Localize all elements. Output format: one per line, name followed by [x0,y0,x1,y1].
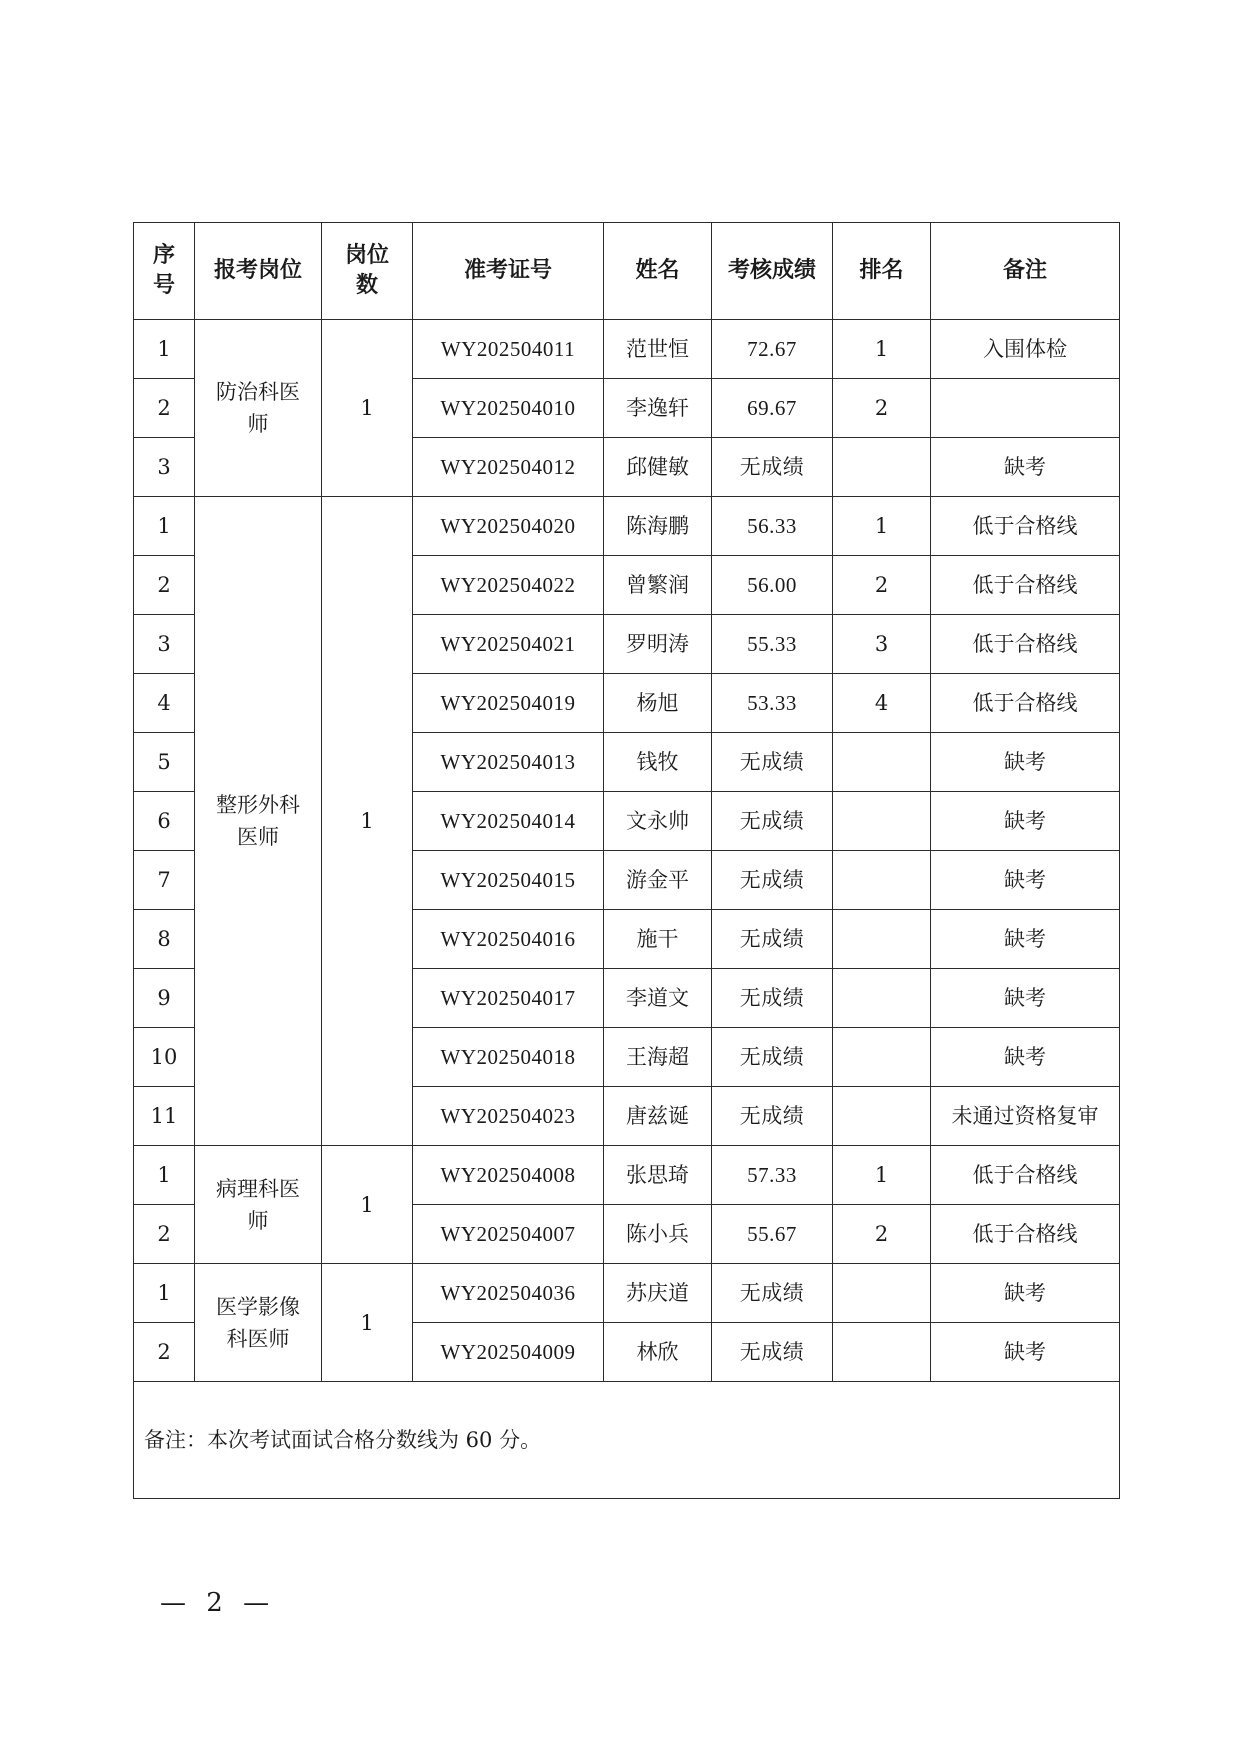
cell-remark: 缺考 [931,733,1120,792]
cell-exam-id: WY202504016 [413,910,604,969]
cell-rank: 2 [833,379,931,438]
cell-remark: 缺考 [931,1264,1120,1323]
cell-seq: 7 [134,851,195,910]
cell-remark: 低于合格线 [931,674,1120,733]
cell-remark: 入围体检 [931,320,1120,379]
cell-rank [833,851,931,910]
cell-remark [931,379,1120,438]
cell-score: 55.33 [712,615,833,674]
cell-seq: 10 [134,1028,195,1087]
header-rank: 排名 [833,223,931,320]
cell-score: 无成绩 [712,1087,833,1146]
header-name: 姓名 [604,223,712,320]
cell-rank [833,969,931,1028]
cell-count: 1 [322,1264,413,1382]
cell-score: 55.67 [712,1205,833,1264]
cell-name: 范世恒 [604,320,712,379]
cell-seq: 1 [134,1146,195,1205]
cell-seq: 1 [134,497,195,556]
cell-remark: 缺考 [931,969,1120,1028]
cell-seq: 9 [134,969,195,1028]
footnote: 备注：本次考试面试合格分数线为 60 分。 [134,1382,1120,1499]
cell-exam-id: WY202504021 [413,615,604,674]
cell-rank [833,1028,931,1087]
cell-rank: 1 [833,497,931,556]
cell-name: 张思琦 [604,1146,712,1205]
cell-score: 无成绩 [712,438,833,497]
cell-score: 56.33 [712,497,833,556]
header-exam-id: 准考证号 [413,223,604,320]
cell-exam-id: WY202504010 [413,379,604,438]
cell-name: 施干 [604,910,712,969]
footnote-row [134,1382,1120,1499]
cell-rank [833,910,931,969]
cell-seq: 8 [134,910,195,969]
cell-exam-id: WY202504023 [413,1087,604,1146]
cell-count: 1 [322,320,413,497]
cell-score: 无成绩 [712,1323,833,1382]
cell-rank: 2 [833,556,931,615]
cell-rank [833,792,931,851]
cell-remark: 低于合格线 [931,556,1120,615]
cell-position: 整形外科医师 [195,497,322,1146]
cell-remark: 缺考 [931,792,1120,851]
cell-seq: 1 [134,320,195,379]
cell-remark: 低于合格线 [931,1146,1120,1205]
cell-rank: 3 [833,615,931,674]
cell-seq: 4 [134,674,195,733]
table-row [134,497,1120,556]
cell-seq: 2 [134,379,195,438]
cell-count: 1 [322,1146,413,1264]
cell-name: 陈海鹏 [604,497,712,556]
cell-name: 文永帅 [604,792,712,851]
cell-rank: 1 [833,1146,931,1205]
cell-score: 53.33 [712,674,833,733]
cell-remark: 缺考 [931,851,1120,910]
cell-name: 李逸轩 [604,379,712,438]
header-seq: 序号 [134,223,195,320]
cell-seq: 3 [134,615,195,674]
cell-rank [833,438,931,497]
cell-rank: 1 [833,320,931,379]
cell-seq: 11 [134,1087,195,1146]
cell-score: 69.67 [712,379,833,438]
cell-remark: 缺考 [931,438,1120,497]
cell-exam-id: WY202504036 [413,1264,604,1323]
table-row [134,1264,1120,1323]
cell-remark: 低于合格线 [931,497,1120,556]
cell-score: 无成绩 [712,792,833,851]
cell-score: 无成绩 [712,1264,833,1323]
cell-exam-id: WY202504012 [413,438,604,497]
cell-remark: 未通过资格复审 [931,1087,1120,1146]
cell-rank: 2 [833,1205,931,1264]
cell-name: 李道文 [604,969,712,1028]
cell-score: 无成绩 [712,733,833,792]
cell-score: 无成绩 [712,969,833,1028]
header-count: 岗位数 [322,223,413,320]
cell-name: 林欣 [604,1323,712,1382]
cell-name: 游金平 [604,851,712,910]
cell-exam-id: WY202504014 [413,792,604,851]
cell-exam-id: WY202504015 [413,851,604,910]
cell-exam-id: WY202504019 [413,674,604,733]
table-body [134,320,1120,1382]
cell-exam-id: WY202504013 [413,733,604,792]
cell-name: 罗明涛 [604,615,712,674]
header-row [134,223,1120,320]
table-row [134,320,1120,379]
cell-rank [833,733,931,792]
cell-seq: 2 [134,1323,195,1382]
cell-name: 钱牧 [604,733,712,792]
cell-rank [833,1264,931,1323]
header-remark: 备注 [931,223,1120,320]
cell-exam-id: WY202504018 [413,1028,604,1087]
cell-score: 无成绩 [712,1028,833,1087]
cell-remark: 缺考 [931,1028,1120,1087]
cell-seq: 2 [134,556,195,615]
cell-remark: 低于合格线 [931,615,1120,674]
cell-seq: 5 [134,733,195,792]
cell-exam-id: WY202504020 [413,497,604,556]
cell-rank [833,1323,931,1382]
cell-remark: 缺考 [931,1323,1120,1382]
cell-exam-id: WY202504011 [413,320,604,379]
cell-name: 唐兹诞 [604,1087,712,1146]
cell-position: 病理科医师 [195,1146,322,1264]
page-number: — 2 — [160,1588,276,1618]
header-score: 考核成绩 [712,223,833,320]
cell-exam-id: WY202504022 [413,556,604,615]
cell-count: 1 [322,497,413,1146]
header-position: 报考岗位 [195,223,322,320]
cell-position: 防治科医师 [195,320,322,497]
cell-remark: 缺考 [931,910,1120,969]
cell-name: 苏庆道 [604,1264,712,1323]
cell-seq: 3 [134,438,195,497]
results-table [133,222,1120,1499]
cell-exam-id: WY202504017 [413,969,604,1028]
cell-exam-id: WY202504008 [413,1146,604,1205]
cell-seq: 2 [134,1205,195,1264]
cell-name: 陈小兵 [604,1205,712,1264]
cell-score: 72.67 [712,320,833,379]
cell-score: 无成绩 [712,851,833,910]
cell-score: 无成绩 [712,910,833,969]
cell-rank [833,1087,931,1146]
cell-remark: 低于合格线 [931,1205,1120,1264]
cell-exam-id: WY202504007 [413,1205,604,1264]
cell-score: 57.33 [712,1146,833,1205]
cell-seq: 1 [134,1264,195,1323]
cell-score: 56.00 [712,556,833,615]
table-row [134,1146,1120,1205]
cell-name: 王海超 [604,1028,712,1087]
cell-seq: 6 [134,792,195,851]
cell-name: 邱健敏 [604,438,712,497]
cell-position: 医学影像科医师 [195,1264,322,1382]
cell-rank: 4 [833,674,931,733]
cell-exam-id: WY202504009 [413,1323,604,1382]
cell-name: 曾繁润 [604,556,712,615]
cell-name: 杨旭 [604,674,712,733]
